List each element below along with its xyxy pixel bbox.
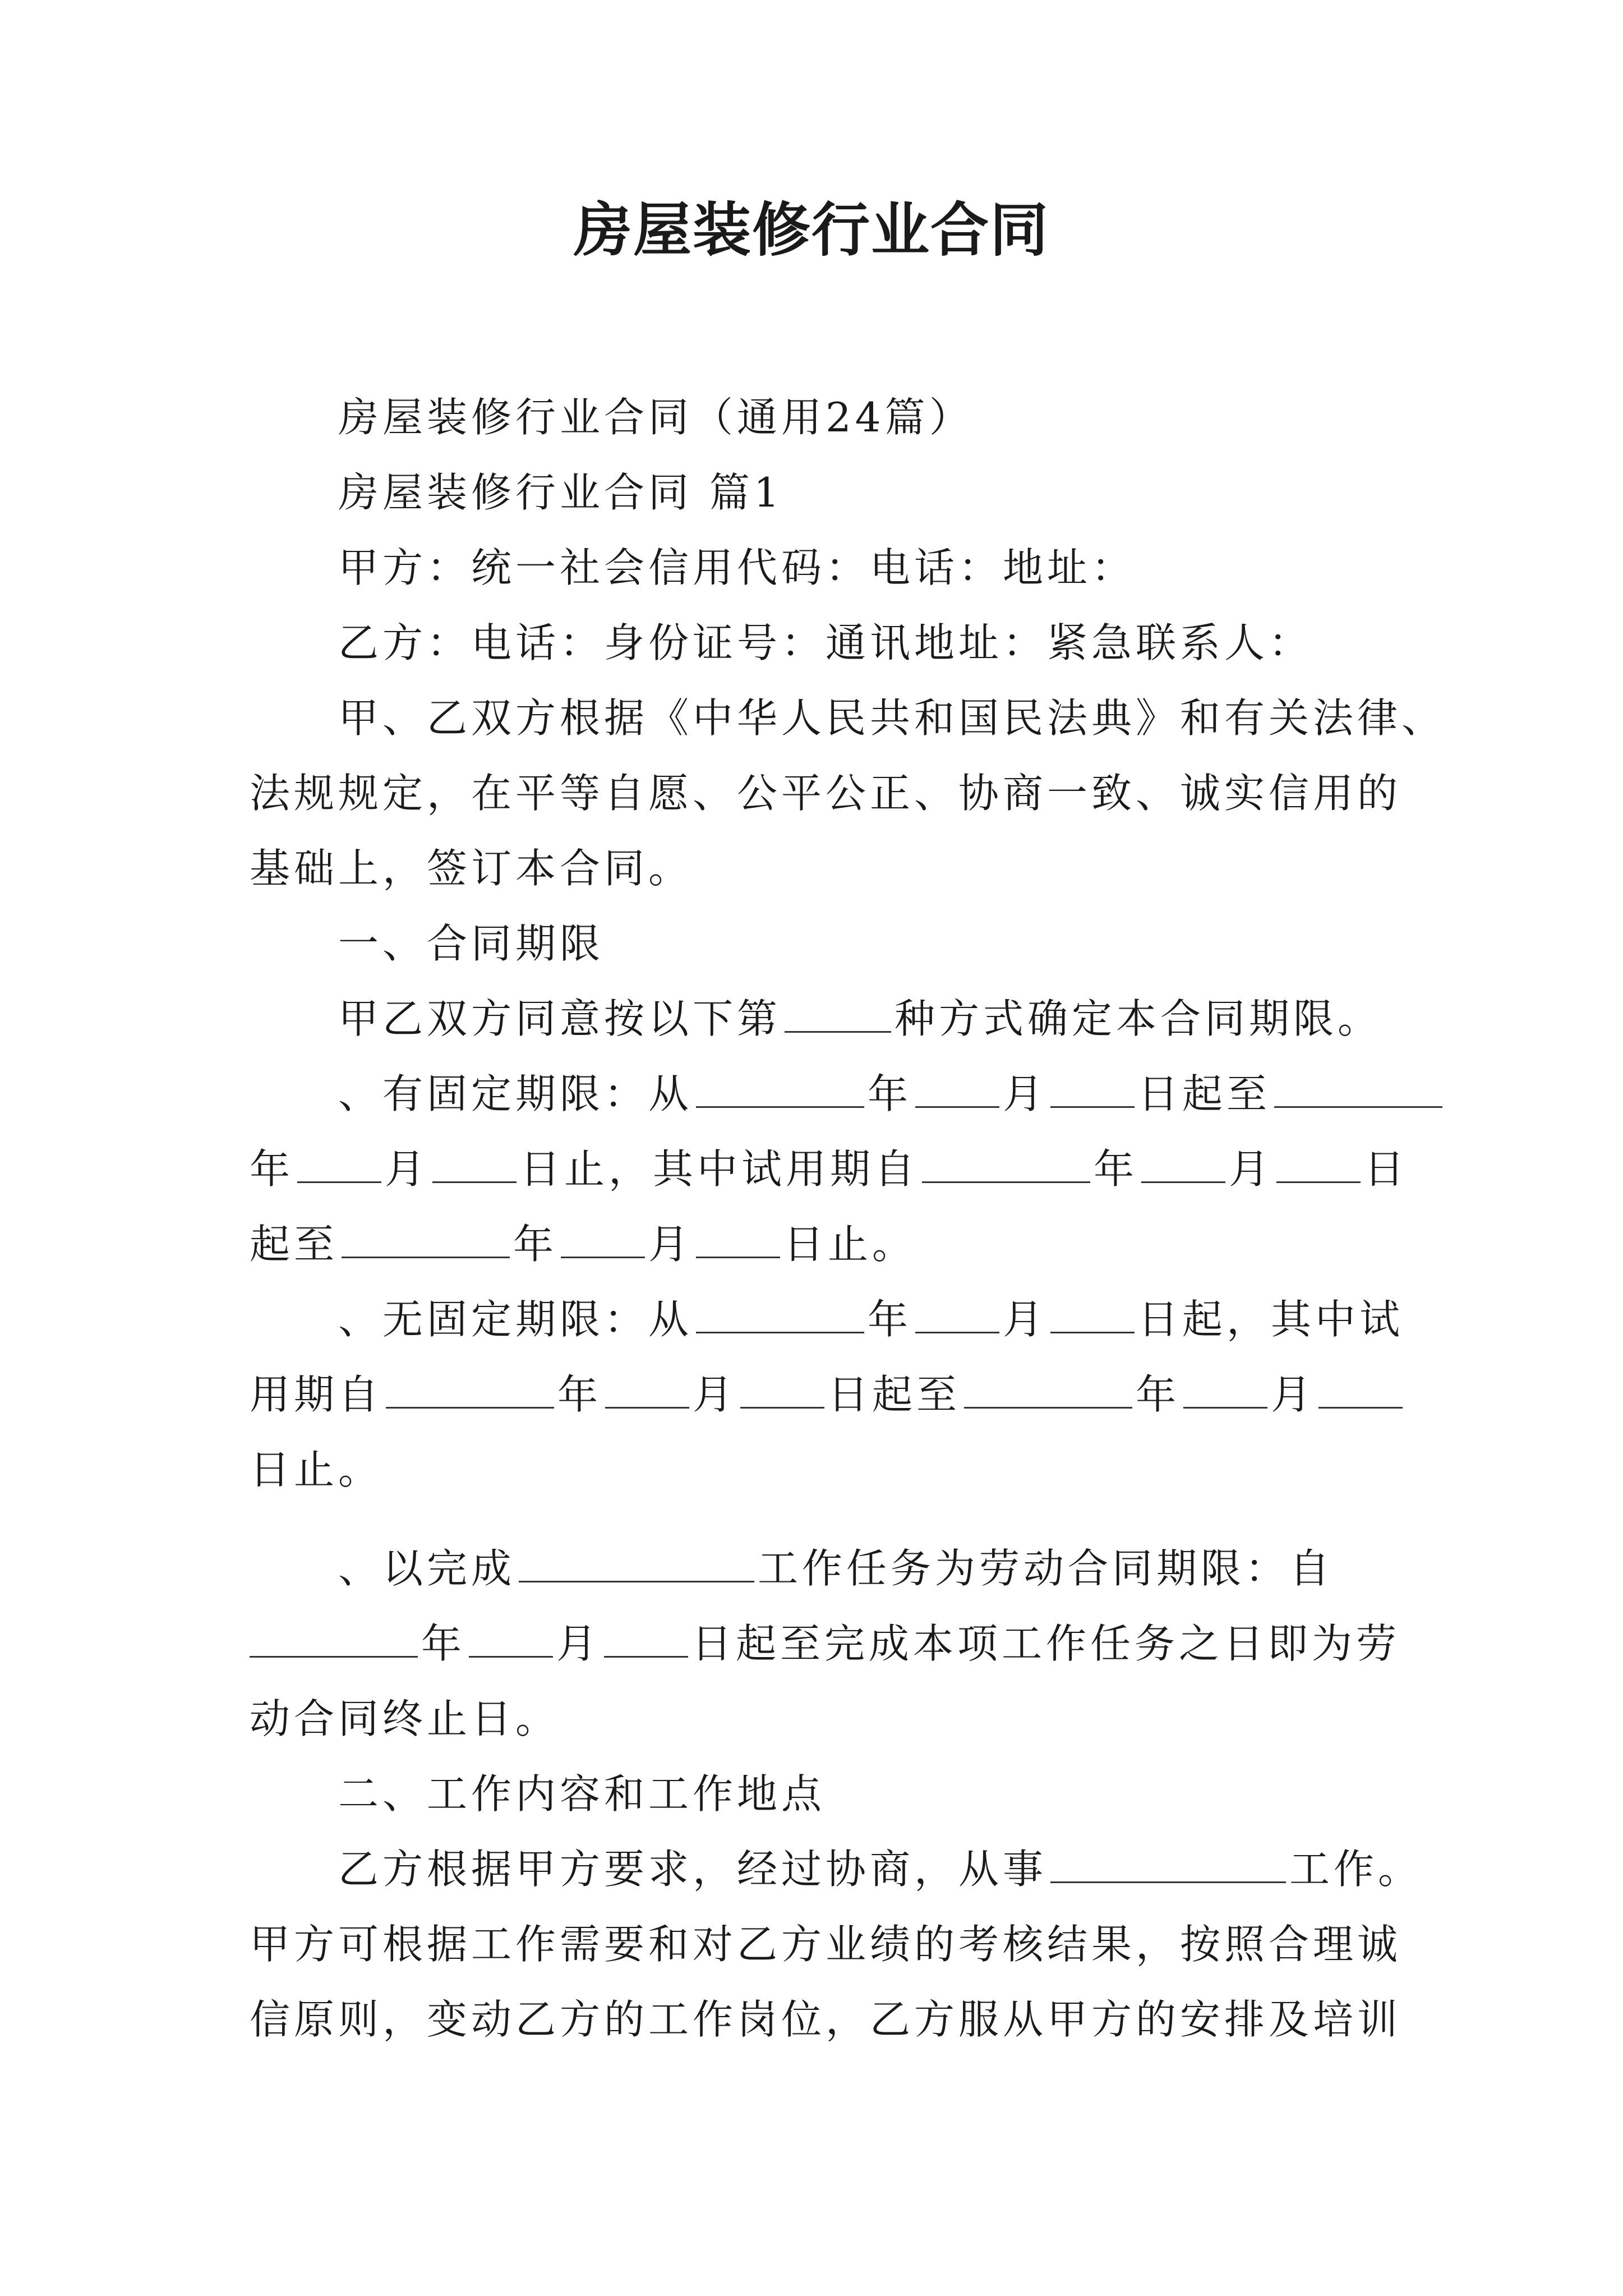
blank-field[interactable] [696, 1216, 780, 1258]
blank-field[interactable] [605, 1366, 689, 1409]
blank-field[interactable] [1318, 1366, 1403, 1409]
blank-field[interactable] [1141, 1141, 1225, 1183]
term-intro-text-a: 甲乙双方同意按以下第 [338, 995, 782, 1042]
end-text: 日止。 [783, 1221, 917, 1268]
blank-field[interactable] [922, 1141, 1090, 1183]
work-content-line-1 [338, 1841, 1422, 1897]
document-title: 房屋装修行业合同 [573, 195, 1049, 264]
blank-field[interactable] [1050, 1291, 1135, 1333]
blank-field[interactable] [696, 1291, 864, 1333]
blank-field[interactable] [432, 1141, 517, 1183]
probation-from-text: 用期自 [250, 1371, 383, 1418]
task-term-text: 、以完成 [338, 1545, 516, 1592]
party-a-line: 甲方：统一社会信用代码：电话：地址： [338, 544, 1136, 591]
year-label: 年 [421, 1620, 466, 1667]
blank-field[interactable] [1050, 1841, 1286, 1883]
blank-field[interactable] [250, 1616, 418, 1658]
month-label: 月 [693, 1371, 737, 1418]
fixed-term-line-1 [338, 1066, 1446, 1122]
blank-field[interactable] [1183, 1366, 1267, 1409]
open-term-line-3: 日止。 [250, 1446, 383, 1493]
blank-field[interactable] [1050, 1066, 1135, 1108]
year-label: 年 [250, 1145, 294, 1193]
task-term-line-1 [338, 1540, 1334, 1596]
party-b-line: 乙方：电话：身份证号：通讯地址：紧急联系人： [338, 619, 1313, 666]
blank-field[interactable] [915, 1291, 999, 1333]
blank-field[interactable] [740, 1366, 824, 1409]
blank-field[interactable] [1274, 1066, 1442, 1108]
task-term-line-3: 动合同终止日。 [250, 1695, 560, 1742]
until-text: 起至 [250, 1221, 339, 1268]
blank-field[interactable] [386, 1366, 554, 1409]
year-label: 年 [513, 1221, 558, 1268]
blank-field[interactable] [1276, 1141, 1361, 1183]
month-label: 月 [1003, 1070, 1048, 1117]
month-label: 月 [1229, 1145, 1274, 1193]
work-content-line-2: 甲方可根据工作需要和对乙方业绩的考核结果，按照合理诚 [250, 1921, 1402, 1968]
probation-text: 日止，其中试用期自 [520, 1145, 919, 1193]
open-term-text: 、无固定期限：从 [338, 1296, 693, 1343]
subtitle-line: 房屋装修行业合同（通用24篇） [338, 394, 974, 441]
blank-field[interactable] [561, 1216, 645, 1258]
task-term-text-b: 工作任务为劳动合同期限：自 [758, 1545, 1334, 1592]
blank-field[interactable] [342, 1216, 510, 1258]
blank-field[interactable] [469, 1616, 553, 1658]
section-heading-work: 二、工作内容和工作地点 [338, 1770, 826, 1818]
preamble-line-2: 法规规定，在平等自愿、公平公正、协商一致、诚实信用的 [250, 770, 1402, 817]
open-term-line-2 [250, 1366, 1406, 1423]
blank-field[interactable] [297, 1141, 381, 1183]
work-content-text: 乙方根据甲方要求，经过协商，从事 [338, 1846, 1048, 1893]
day-label: 日 [1364, 1145, 1409, 1193]
task-term-line-2 [250, 1616, 1400, 1672]
blank-field[interactable] [964, 1366, 1132, 1409]
day-until-text: 日起至 [828, 1371, 961, 1418]
year-label: 年 [1136, 1371, 1181, 1418]
month-label: 月 [556, 1620, 601, 1667]
month-label: 月 [1003, 1296, 1048, 1343]
blank-field[interactable] [915, 1066, 999, 1108]
year-label: 年 [557, 1371, 602, 1418]
chapter-heading: 房屋装修行业合同 篇1 [338, 469, 783, 516]
year-label: 年 [868, 1296, 912, 1343]
fixed-term-line-2 [250, 1141, 1408, 1197]
fixed-term-text: 、有固定期限：从 [338, 1070, 693, 1117]
section-heading-term: 一、合同期限 [338, 920, 605, 967]
preamble-line-3: 基础上，签订本合同。 [250, 845, 693, 892]
month-label: 月 [648, 1221, 693, 1268]
year-label: 年 [1094, 1145, 1138, 1193]
blank-field[interactable] [519, 1540, 754, 1582]
blank-field[interactable] [604, 1616, 688, 1658]
open-term-line-1 [338, 1291, 1404, 1347]
term-intro-line [338, 991, 1382, 1047]
open-term-text-end: 日起，其中试 [1138, 1296, 1404, 1343]
month-label: 月 [1271, 1371, 1316, 1418]
month-label: 月 [385, 1145, 430, 1193]
work-content-line-3: 信原则，变动乙方的工作岗位，乙方服从甲方的安排及培训 [250, 1996, 1402, 2043]
fixed-term-line-3 [250, 1216, 916, 1272]
blank-field[interactable] [785, 991, 891, 1033]
work-content-text-b: 工作。 [1289, 1846, 1423, 1893]
blank-field[interactable] [696, 1066, 864, 1108]
task-term-text-c: 日起至完成本项工作任务之日即为劳 [691, 1620, 1401, 1667]
year-label: 年 [868, 1070, 912, 1117]
preamble-line-1: 甲、乙双方根据《中华人民共和国民法典》和有关法律、 [338, 694, 1446, 742]
term-intro-text-b: 种方式确定本合同期限。 [895, 995, 1382, 1042]
day-label: 日起至 [1138, 1070, 1271, 1117]
